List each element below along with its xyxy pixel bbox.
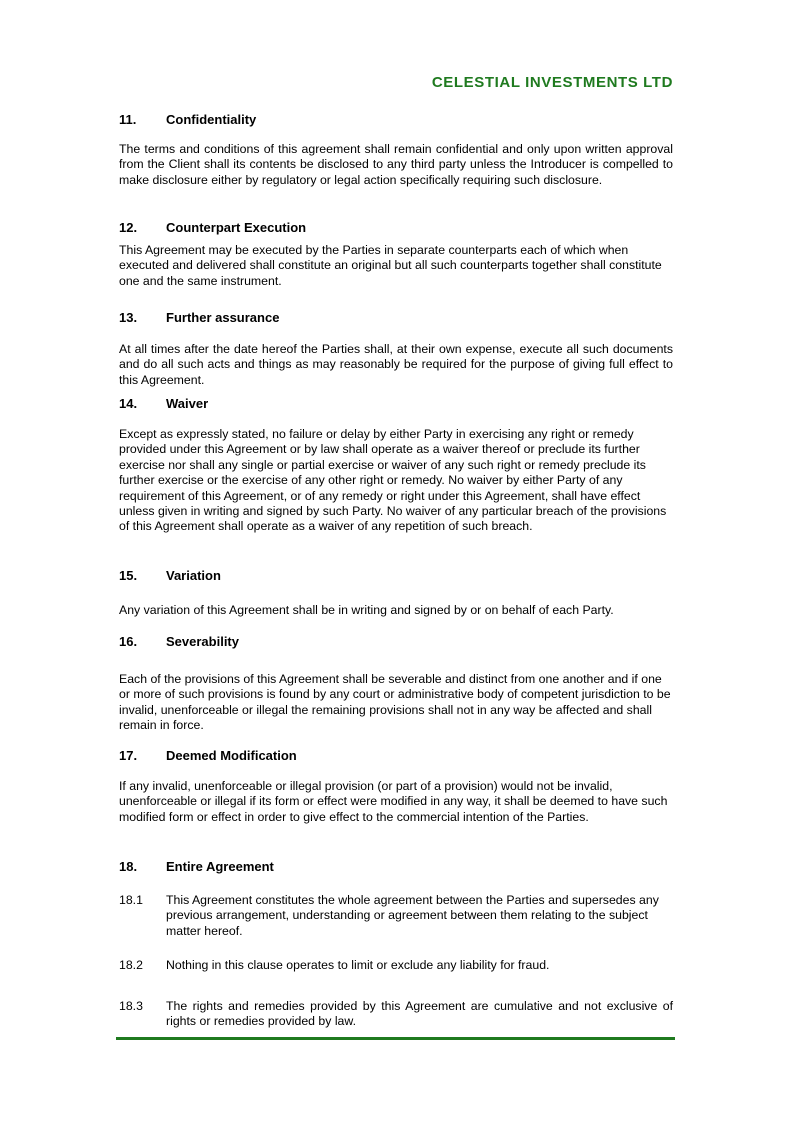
section-title: Counterpart Execution bbox=[166, 220, 307, 235]
footer-divider bbox=[116, 1037, 675, 1040]
section-title: Variation bbox=[166, 568, 221, 583]
subclause-text: This Agreement constitutes the whole agreement between the Parties and supersedes any previous arrangement, understanding or agreement between them relating to the subject matter hereof. bbox=[166, 893, 659, 938]
section-title: Severability bbox=[166, 634, 239, 649]
subclause-text: The rights and remedies provided by this Agreement are cumulative and not exclusive of rights or remedies provided by law. bbox=[166, 999, 673, 1029]
section-title: Entire Agreement bbox=[166, 859, 274, 874]
section-number: 11. bbox=[119, 112, 137, 127]
section-body-13: At all times after the date hereof the Parties shall, at their own expense, execute all such documents and do all such acts and things as may reasonably be required for the purpose of giving full effect to this Agreement. bbox=[119, 342, 673, 387]
subclause-18-2 bbox=[119, 958, 673, 973]
section-title: Further assurance bbox=[166, 310, 280, 325]
subclause-text: Nothing in this clause operates to limit or exclude any liability for fraud. bbox=[166, 958, 550, 972]
section-number: 12. bbox=[119, 220, 138, 235]
section-heading-16 bbox=[119, 634, 239, 650]
section-number: 15. bbox=[119, 568, 138, 583]
section-body-14: Except as expressly stated, no failure or delay by either Party in exercising any right or remedy provided under this Agreement or by law shall operate as a waiver thereof or preclude its further exercise nor shall any single or partial exercise or waiver of any such right or remedy preclude its further exercise or the exercise of any other right or remedy. No waiver by either Party of any requirement of this Agreement, or of any remedy or right under this Agreement, shall have effect unless given in writing and signed by such Party. No waiver of any particular breach of the provisions of this Agreement shall operate as a waiver of any repetition of such breach. bbox=[119, 427, 667, 534]
section-title: Waiver bbox=[166, 396, 209, 411]
subclause-number: 18.3 bbox=[119, 999, 143, 1013]
section-heading-12 bbox=[119, 220, 306, 236]
section-body-11: The terms and conditions of this agreement shall remain confidential and only upon written approval from the Client shall its contents be disclosed to any third party unless the Introducer is compelled to make disclosure either by regulatory or legal action specifically requiring such disclosure. bbox=[119, 142, 673, 187]
section-number: 13. bbox=[119, 310, 138, 325]
section-heading-13 bbox=[119, 310, 279, 326]
subclause-18-1 bbox=[119, 893, 673, 939]
section-heading-18 bbox=[119, 859, 274, 875]
subclause-number: 18.1 bbox=[119, 893, 143, 907]
section-number: 16. bbox=[119, 634, 138, 649]
section-heading-17 bbox=[119, 748, 297, 764]
section-body-15: Any variation of this Agreement shall be in writing and signed by or on behalf of each Party. bbox=[119, 603, 614, 617]
section-title: Deemed Modification bbox=[166, 748, 297, 763]
section-body-17: If any invalid, unenforceable or illegal provision (or part of a provision) would not be invalid, unenforceable or illegal if its form or effect were modified in any way, it shall be deemed to have such modified form or effect in order to give effect to the commercial intention of the Parties. bbox=[119, 779, 668, 824]
section-heading-15 bbox=[119, 568, 221, 584]
subclause-number: 18.2 bbox=[119, 958, 143, 972]
section-number: 18. bbox=[119, 859, 138, 874]
section-body-12: This Agreement may be executed by the Parties in separate counterparts each of which when executed and delivered shall constitute an original but all such counterparts together shall constitute one and the same instrument. bbox=[119, 243, 662, 288]
company-header: CELESTIAL INVESTMENTS LTD bbox=[431, 74, 673, 91]
section-heading-14 bbox=[119, 396, 208, 412]
section-title: Confidentiality bbox=[166, 112, 257, 127]
section-number: 17. bbox=[119, 748, 138, 763]
section-number: 14. bbox=[119, 396, 138, 411]
subclause-18-3 bbox=[119, 999, 673, 1030]
section-heading-11 bbox=[119, 112, 256, 128]
section-body-16: Each of the provisions of this Agreement shall be severable and distinct from one another and if one or more of such provisions is found by any court or administrative body of competent jurisdiction to be invalid, unenforceable or illegal the remaining provisions shall not in any way be affected and shall remain in force. bbox=[119, 672, 671, 733]
